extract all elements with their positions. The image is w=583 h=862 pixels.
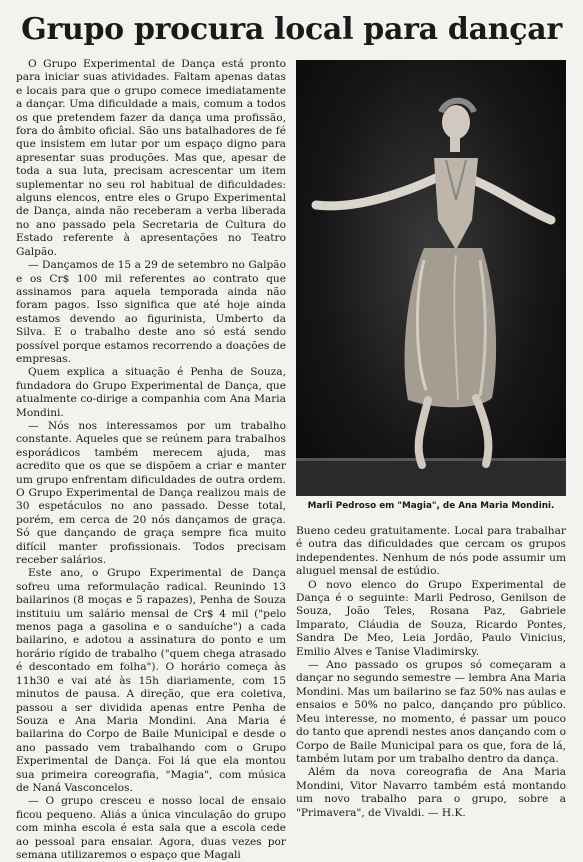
paragraph: O Grupo Experimental de Dança está pronto para iniciar suas atividades. Faltam apenas datas e locais para que o grupo comece imediatamente a dançar. Uma dificuldade a mais, comum a todos os que pretendem fazer da dança uma profissão, fora do âmbito oficial. São uns batalhadores de fé que insistem em lutar por um espaço digno para apresentar suas produções. Mas que, apesar de toda a sua luta, precisam acrescentar um item suplementar no seu rol habitual de dificuldades: alguns elencos, entre eles o Grupo Experimental de Dança, ainda não receberam a verba liberada no ano passado pela Secretaria de Cultura do Estado referente à apresentações no Teatro Galpão.	[16, 58, 286, 258]
paragraph: Este ano, o Grupo Experimental de Dança sofreu uma reformulação radical. Reunindo 13 bailarinos (8 moças e 5 rapazes), Penha de Souza instituiu um salário mensal de Cr$ 4 mil ("pelo menos paga a gasolina e o sanduíche") a cada bailarino, e adotou a assinatura do ponto e um horário rígido de trabalho ("quem chega atrasado é descontado em folha"). O horário começa às 11h30 e vai até às 15h diariamente, com 15 minutos de pausa. A direção, que era coletiva, passou a ser dividida apenas entre Penha de Souza e Ana Maria Mondini. Ana Maria é bailarina do Corpo de Baile Municipal e desde o ano passado vem trabalhando com o Grupo Experimental de Dança. Foi lá que ela montou sua primeira coreografia, "Magia", com música de Naná Vasconcelos.	[16, 567, 286, 794]
paragraph: — O grupo cresceu e nosso local de ensaio ficou pequeno. Aliás a única vinculação do grupo com minha escola é esta sala que a escola cede ao pessoal para ensaiar. Agora, duas vezes por semana utilizaremos o espaço que Magali	[16, 795, 286, 861]
dancer-photo	[296, 60, 566, 496]
paragraph: — Ano passado os grupos só começaram a dançar no segundo semestre — lembra Ana Maria Mondini. Mas um bailarino se faz 50% nas aulas e ensaios e 50% no palco, dançando pro público. Meu interesse, no momento, é passar um pouco do tanto que aprendi nestes anos dançando com o Corpo de Baile Municipal para os que, fora de lá, também lutam por um trabalho dentro da dança.	[296, 659, 566, 765]
paragraph: O novo elenco do Grupo Experimental de Dança é o seguinte: Marli Pedroso, Genilson de Souza, João Teles, Rosana Paz, Gabriele Imparato, Cláudia de Souza, Ricardo Pontes, Sandra De Meo, Leia Jordão, Paulo Vinicius, Emilio Alves e Tanise Vladimirsky.	[296, 578, 566, 658]
paragraph: Bueno cedeu gratuitamente. Local para trabalhar é outra das dificuldades que cercam os grupos independentes. Nenhum de nós pode assumir um aluguel mensal de estúdio.	[296, 525, 566, 578]
paragraph: Quem explica a situação é Penha de Souza, fundadora do Grupo Experimental de Dança, que atualmente co-dirige a companhia com Ana Maria Mondini.	[16, 366, 286, 419]
headline: Grupo procura local para dançar	[21, 12, 562, 47]
dancer-figure-illustration	[296, 60, 566, 496]
article-column-left	[16, 58, 286, 861]
photo-caption: Marli Pedroso em "Magia", de Ana Maria Mondini.	[307, 501, 555, 511]
paragraph: Além da nova coreografia de Ana Maria Mondini, Vitor Navarro também está montando um novo trabalho para o grupo, sobre a "Primavera", de Vivaldi. — H.K.	[296, 766, 566, 819]
paragraph: — Dançamos de 15 a 29 de setembro no Galpão e os Cr$ 100 mil referentes ao contrato que assinamos para aquela temporada ainda não foram pagos. Isso significa que até hoje ainda estamos devendo ao figurinista, Umberto da Silva. E o trabalho deste ano só está sendo possível porque estamos recorrendo a doações de empresas.	[16, 259, 286, 365]
article-column-right	[296, 525, 566, 825]
paragraph: — Nós nos interessamos por um trabalho constante. Aqueles que se reúnem para trabalhos esporádicos também merecem ajuda, mas acredito que os que se dispõem a criar e manter um grupo enfrentam dificuldades de outra ordem. O Grupo Experimental de Dança realizou mais de 30 espetáculos no ano passado. Desse total, porém, em cerca de 20 nós dançamos de graça. Só que dançando de graça sempre fica muito difícil manter profissionais. Todos precisam receber salários.	[16, 419, 286, 567]
